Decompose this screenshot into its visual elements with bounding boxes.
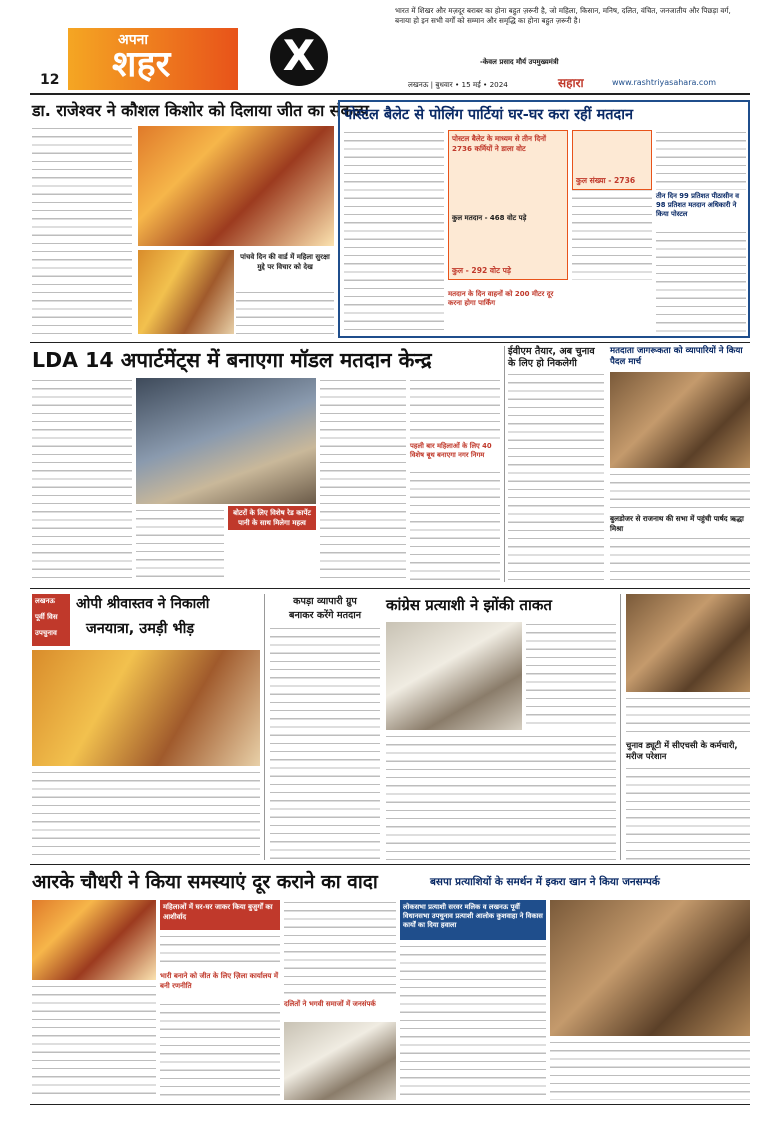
story2-subhead: मतदान के दिन वाहनों को 200 मीटर दूर करना होगा पार्किंग xyxy=(448,290,554,307)
col-divider xyxy=(504,346,505,582)
story2-total1: कुल मतदान - 468 वोट पड़े xyxy=(452,214,527,222)
story6-tag xyxy=(32,594,70,646)
story8-headline: कांग्रेस प्रत्याशी ने झोंकी ताकत xyxy=(386,596,552,614)
header-rule xyxy=(30,93,750,95)
story10-body xyxy=(32,984,156,1100)
story9-headline: चुनाव ड्यूटी में सीएचसी के कर्मचारी, मरीज परेशान xyxy=(626,740,738,761)
story4-body xyxy=(508,372,604,582)
story4-headline: ईवीएम तैयार, अब चुनाव के लिए हो निकलेगी xyxy=(508,346,595,369)
story10-box2: भारी बनाने को जीत के लिए ज़िला कार्यालय में बनी रणनीति xyxy=(160,972,279,990)
story3-body5 xyxy=(410,470,500,582)
story2-body xyxy=(344,130,444,334)
story11-body2 xyxy=(550,1040,750,1100)
story3-body xyxy=(32,378,132,582)
story11-photo xyxy=(550,900,750,1036)
story6-tag1: लखनऊ xyxy=(35,597,55,605)
rule-4 xyxy=(30,864,750,865)
story3-body2 xyxy=(136,508,224,582)
story5-body2 xyxy=(610,536,750,582)
story6-headline2: जनयात्रा, उमड़ी भीड़ xyxy=(86,621,195,637)
story9-photo xyxy=(626,594,750,692)
logo-main-text: शहर xyxy=(112,44,171,85)
logo-top-text: अपना xyxy=(118,32,149,48)
x-logo-icon: X xyxy=(270,28,328,86)
story5-photo xyxy=(610,372,750,468)
rule-3 xyxy=(30,588,750,589)
story6-tag2: पूर्वी विस xyxy=(35,613,58,621)
story10-body4 xyxy=(284,900,396,996)
col-divider-2 xyxy=(264,594,265,860)
story1-photo2 xyxy=(138,250,234,334)
paper-name: सहारा xyxy=(558,76,584,90)
story7-headline1: कपड़ा व्यापारी ग्रुप xyxy=(293,596,357,607)
quote-author: -केवल प्रसाद मौर्य उपमुख्यमंत्री xyxy=(480,58,559,66)
story3-body4 xyxy=(410,378,500,440)
story2-side-head: तीन दिन 99 प्रतिशत पीठासीन व 98 प्रतिशत मतदान अधिकारी ने किया पोस्टल xyxy=(656,192,740,218)
story7-headline2: बनाकर करेंगे मतदान xyxy=(288,610,362,621)
story2-body3 xyxy=(656,130,746,190)
story8-body xyxy=(526,622,616,730)
story11-box: लोकसभा प्रत्याशी सरवर मलिक व लखनऊ पूर्वी विधानसभा उपचुनाव प्रत्याशी आलोक कुशवाहा ने विकास कार्यों का दिया हवाला xyxy=(400,900,546,940)
story10-body3 xyxy=(160,1002,280,1100)
story6-headline1: ओपी श्रीवास्तव ने निकाली xyxy=(76,596,210,612)
story8-body2 xyxy=(386,734,616,860)
story2-body4 xyxy=(656,230,746,334)
story1-body xyxy=(32,126,132,336)
story5-headline: मतदाता जागरूकता को व्यापारियों ने किया पैदल मार्च xyxy=(610,346,743,367)
story10-box3: दलितों ने भगवी समाजों में जनसंपर्क xyxy=(284,1000,376,1008)
story2-total3: कुल संख्या - 2736 xyxy=(576,176,636,185)
header-quote: भारत में शिखर और मज़दूर बराबर का होना बहुत ज़रूरी है, जो महिला, किसान, मनिष, दलित, वंचित, जनजातीय और पिछड़ा वर्ग, बनाया हो इन सभी वर्गों को सम्मान और समृद्धि का होना बहुत ज़रूरी है। xyxy=(395,6,731,25)
story9-body0 xyxy=(626,696,750,736)
story1-photo xyxy=(138,126,334,246)
story1-caption: पांचवे दिन की वार्ड में महिला सुरक्षा मुद्दे पर विचार को देख xyxy=(236,250,334,288)
story3-subhead: पहली बार महिलाओं के लिए 40 विशेष बूथ बनाएगा नगर निगम xyxy=(410,442,492,459)
story6-tag3: उपचुनाव xyxy=(35,629,57,637)
story3-headline: LDA 14 अपार्टमेंट्स में बनाएगा मॉडल मतदान केन्द्र xyxy=(32,348,432,372)
rule-2 xyxy=(30,342,750,343)
story3-photo xyxy=(136,378,316,504)
story6-photo xyxy=(32,650,260,766)
website: www.rashtriyasahara.com xyxy=(612,78,717,87)
story5-subhead: बुलडोजर से राजनाथ की सभा में पहुंची पार्षद ऋद्धा मिश्रा xyxy=(610,514,744,533)
story11-body xyxy=(400,944,546,1100)
story8-photo xyxy=(386,622,522,730)
story6-body xyxy=(32,770,260,860)
story2-total2: कुल - 292 वोट पड़े xyxy=(452,266,511,275)
story9-body xyxy=(626,766,750,860)
masthead-logo xyxy=(68,28,238,90)
story2-box-title: पोस्टल बैलेट के माध्यम से तीन दिनों 2736 कर्मियों ने डाला वोट xyxy=(452,134,547,153)
story5-body xyxy=(610,472,750,512)
story3-caption: बोटरों के लिए विशेष रेड कार्पेट पानी के साथ मिलेगा महत्व xyxy=(228,506,316,530)
col-divider-3 xyxy=(620,594,621,860)
story2-headline: पोस्टल बैलेट से पोलिंग पार्टियां घर-घर करा रहीं मतदान xyxy=(344,107,634,123)
story3-body3 xyxy=(320,378,406,582)
dateline: लखनऊ | बुधवार • 15 मई • 2024 xyxy=(408,80,508,89)
story10-photo2 xyxy=(284,1022,396,1100)
story10-body2 xyxy=(160,934,280,968)
story7-body xyxy=(270,626,380,860)
story1-body2 xyxy=(236,290,334,334)
story10-headline: आरके चौधरी ने किया समस्याएं दूर कराने का वादा xyxy=(32,871,378,893)
story10-photo xyxy=(32,900,156,980)
page-number: 12 xyxy=(40,72,60,88)
story10-box1: महिलाओं में घर-घर जाकर किया बुजुर्गों का आशीर्वाद xyxy=(160,900,280,930)
story1-headline: डा. राजेश्वर ने कौशल किशोर को दिलाया जीत का संकल्प xyxy=(32,101,369,120)
bottom-rule xyxy=(30,1104,750,1105)
story11-headline: बसपा प्रत्याशियों के समर्थन में इकरा खान ने किया जनसम्पर्क xyxy=(430,876,660,888)
